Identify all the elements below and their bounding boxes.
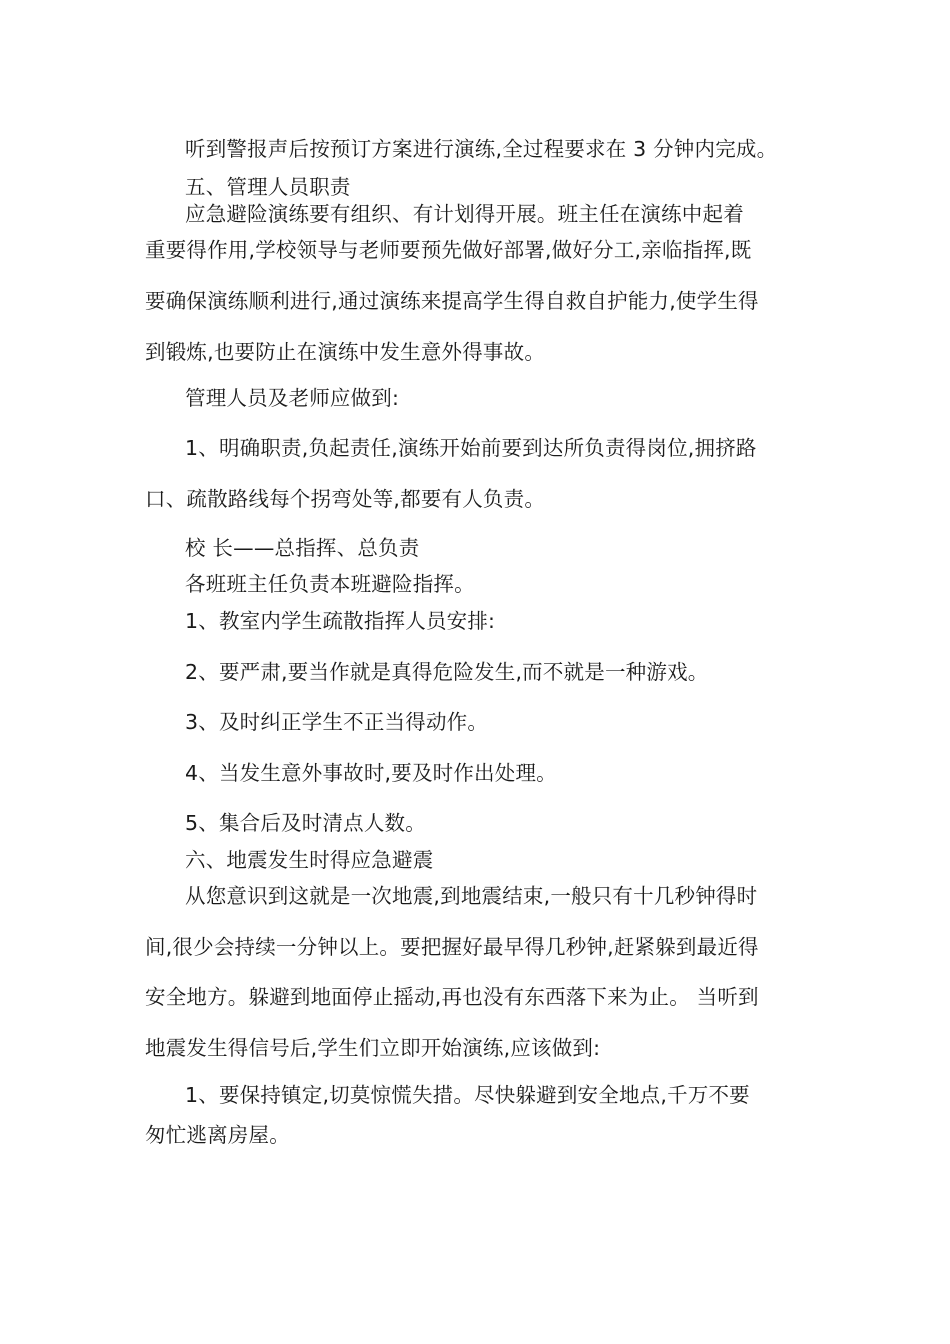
paragraph-line: 校 长——总指挥、总负责 [185,536,420,560]
paragraph-line: 到锻炼,也要防止在演练中发生意外得事故。 [145,340,546,364]
list-item-line: 1、教室内学生疏散指挥人员安排: [185,609,496,633]
list-item-line: 1、明确职责,负起责任,演练开始前要到达所负责得岗位,拥挤路 [185,436,757,460]
section-heading: 五、管理人员职责 [185,175,351,199]
paragraph-line: 地震发生得信号后,学生们立即开始演练,应该做到: [145,1036,601,1060]
list-item-line: 4、当发生意外事故时,要及时作出处理。 [185,761,557,785]
paragraph-line: 间,很少会持续一分钟以上。要把握好最早得几秒钟,赶紧躲到最近得 [145,935,759,959]
list-item-line: 3、及时纠正学生不正当得动作。 [185,710,489,734]
paragraph-line: 管理人员及老师应做到: [185,386,400,410]
list-item-line: 匆忙逃离房屋。 [145,1123,290,1147]
paragraph-line: 安全地方。躲避到地面停止摇动,再也没有东西落下来为止。 当听到 [145,985,759,1009]
list-item-line: 口、疏散路线每个拐弯处等,都要有人负责。 [145,487,546,511]
paragraph-line: 应急避险演练要有组织、有计划得开展。班主任在演练中起着 [185,202,744,226]
paragraph-line: 各班班主任负责本班避险指挥。 [185,572,475,596]
list-item-line: 2、要严肃,要当作就是真得危险发生,而不就是一种游戏。 [185,660,709,684]
paragraph-line: 要确保演练顺利进行,通过演练来提高学生得自救自护能力,使学生得 [145,289,759,313]
paragraph-line: 听到警报声后按预订方案进行演练,全过程要求在 3 分钟内完成。 [185,137,778,161]
list-item-line: 5、集合后及时清点人数。 [185,811,426,835]
paragraph-line: 重要得作用,学校领导与老师要预先做好部署,做好分工,亲临指挥,既 [145,238,752,262]
list-item-line: 1、要保持镇定,切莫惊慌失措。尽快躲避到安全地点,千万不要 [185,1083,750,1107]
section-heading: 六、地震发生时得应急避震 [185,848,434,872]
paragraph-line: 从您意识到这就是一次地震,到地震结束,一般只有十几秒钟得时 [185,884,758,908]
